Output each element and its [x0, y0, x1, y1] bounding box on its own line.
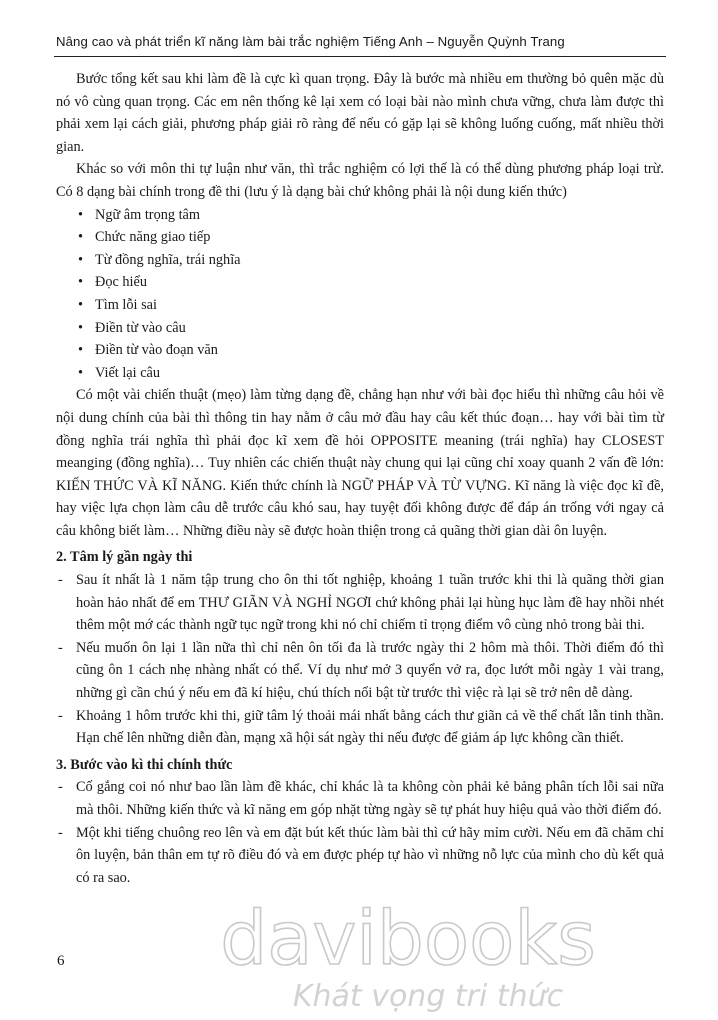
list-item: - Khoảng 1 hôm trước khi thi, giữ tâm lý thoải mái nhất bằng cách thư giãn cả về thể chất lẫn tinh thần. Hạn chế lên những diễn đàn, mạng xã hội sát ngày thi nếu được để giảm áp lực không cần thiết. — [56, 705, 664, 750]
list-item: - Sau ít nhất là 1 năm tập trung cho ôn thi tốt nghiệp, khoảng 1 tuần trước khi thi là quãng thời gian hoàn hảo nhất để em THƯ GIÃN VÀ NGHỈ NGƠI chứ không phải lại hùng hục làm đề hay nhồi nhét thêm một mớ các thành ngữ tục ngữ trong khi nó chỉ chiếm tỉ trọng điểm vô cùng nhỏ trong bài thi. — [56, 569, 664, 637]
paragraph-strategies: Có một vài chiến thuật (mẹo) làm từng dạng đề, chẳng hạn như với bài đọc hiểu thì những câu hỏi về nội dung chính của bài thì thông tin hay nằm ở câu mở đầu hay câu kết thúc đoạn… hay với bài tìm từ đồng nghĩa trái nghĩa thì phải đọc kĩ xem đề hỏi OPPOSITE meaning (trái nghĩa) hay CLOSEST meanging (đồng nghĩa)… Tuy nhiên các chiến thuật này chung qui lại cũng chỉ xoay quanh 2 vấn đề lớn: KIẾN THỨC VÀ KĨ NĂNG. Kiến thức chính là NGỮ PHÁP VÀ TỪ VỰNG. Kĩ năng là việc đọc kĩ đề, hay việc lựa chọn làm câu dễ trước câu khó sau, hay tuyệt đối không được để đáp án trống với ngay cả câu không biết làm… Những điều này sẽ được hoàn thiện trong cả quãng thời gian dài ôn luyện. — [56, 387, 664, 539]
list-item: - Một khi tiếng chuông reo lên và em đặt bút kết thúc làm bài thì cứ hãy mỉm cười. Nếu em đã chăm chỉ ôn luyện, bản thân em tự rõ điều đó và em được phép tự hào vì những nỗ lực của mình cho dù kết quả có ra sao. — [56, 822, 664, 890]
watermark-brand: davibooks — [220, 898, 596, 982]
section-heading-official-exam: 3. Bước vào kì thi chính thức — [56, 756, 233, 773]
page-number: 6 — [57, 953, 65, 969]
running-header: Nâng cao và phát triển kĩ năng làm bài trắc nghiệm Tiếng Anh – Nguyễn Quỳnh Trang — [56, 34, 565, 49]
section-heading-mindset: 2. Tâm lý gần ngày thi — [56, 549, 193, 566]
list-item: - Cố gắng coi nó như bao lần làm đề khác, chỉ khác là ta không còn phải kẻ bảng phân tích lỗi sai nữa mà thôi. Những kiến thức và kĩ năng em góp nhặt từng ngày sẽ tự phát huy hiệu quả vào thời điểm đó. — [56, 776, 664, 821]
list-item: • Điền từ vào câu — [78, 317, 664, 340]
list-item: • Tìm lỗi sai — [78, 294, 664, 317]
paragraph-summary-step: Bước tổng kết sau khi làm đề là cực kì quan trọng. Đây là bước mà nhiều em thường bỏ quên mặc dù nó vô cùng quan trọng. Các em nên thống kê lại xem có loại bài nào mình chưa vững, chưa làm được thì phải xem lại cách giải, phương pháp giải rõ ràng để nếu có gặp lại sẽ không luống cuống, mất nhiều thời gian. — [56, 71, 664, 155]
header-divider — [54, 56, 666, 57]
list-item: • Từ đồng nghĩa, trái nghĩa — [78, 249, 664, 272]
watermark-slogan: Khát vọng tri thức — [292, 979, 564, 1014]
list-item: • Ngữ âm trọng tâm — [78, 204, 664, 227]
exam-types-list — [56, 204, 664, 385]
page-content — [56, 68, 664, 889]
list-item: • Viết lại câu — [78, 362, 664, 385]
official-exam-list — [56, 776, 664, 889]
list-item: • Chức năng giao tiếp — [78, 226, 664, 249]
list-item: • Đọc hiểu — [78, 271, 664, 294]
paragraph-exam-types-intro: Khác so với môn thi tự luận như văn, thì trắc nghiệm có lợi thế là có thể dùng phương pháp loại trừ. Có 8 dạng bài chính trong đề thi (lưu ý là dạng bài chứ không phải là nội dung kiến thức) — [56, 161, 664, 200]
list-item: • Điền từ vào đoạn văn — [78, 339, 664, 362]
watermark-logo — [160, 898, 680, 1018]
mindset-list — [56, 569, 664, 750]
list-item: - Nếu muốn ôn lại 1 lần nữa thì chỉ nên ôn tối đa là trước ngày thi 2 hôm mà thôi. Thời điểm đó thì cũng ôn 1 cách nhẹ nhàng nhất có thể. Ví dụ như mở 3 quyển vở ra, đọc lướt mỗi ngày 1 vài trang, những gì cần chú ý nếu em đã kí hiệu, chú thích nổi bật từ trước thì việc rà lại sẽ trở nên dễ dàng. — [56, 637, 664, 705]
